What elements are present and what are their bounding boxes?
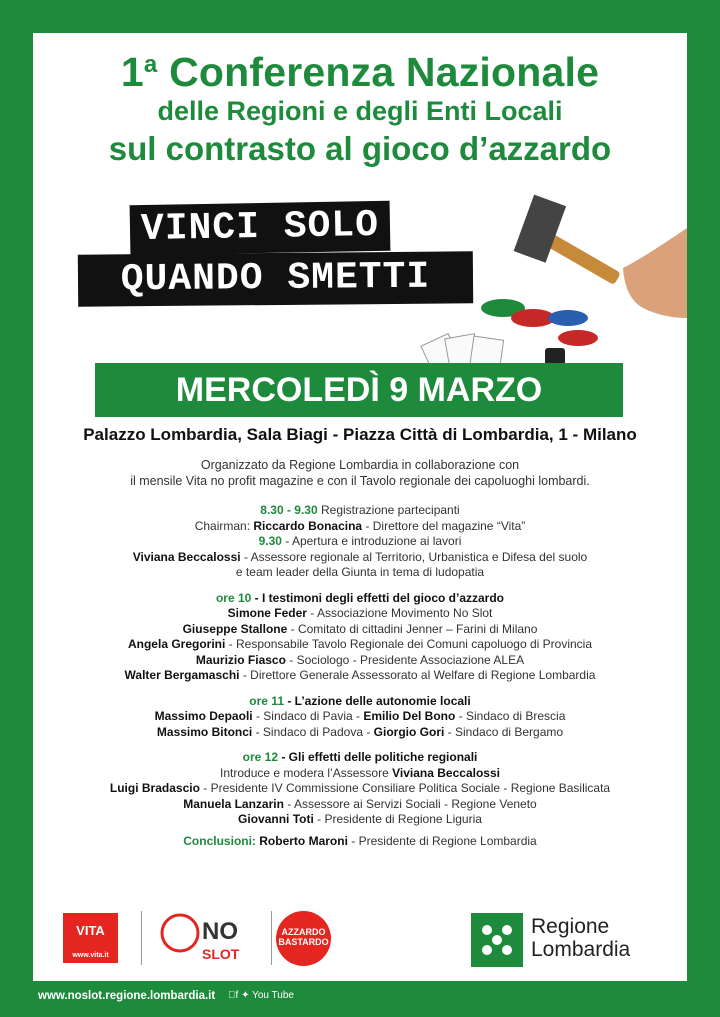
speaker-name: Giuseppe Stallone [182,621,288,636]
azzardo-bastardo-logo [276,911,331,966]
program-line [33,797,687,813]
twitter-icon[interactable]: ✦ [233,990,242,1001]
time-label: ore 11 [249,693,284,708]
program-line [33,550,687,566]
speaker-name: Giorgio Gori [373,724,445,739]
speaker-role: - Associazione Movimento No Slot [306,606,493,620]
speaker-role: - Assessore regionale al Territorio, Urbanistica e Difesa del suolo [240,549,588,564]
program-line [33,637,687,653]
title-line3: sul contrasto al gioco d’azzardo [108,130,612,167]
title-line1-text: Conferenza Nazionale [169,49,600,95]
speaker-role: - Responsabile Tavolo Regionale dei Comuni capoluogo di Provincia [225,637,593,651]
speaker-name: Simone Feder [227,606,307,620]
program-line [33,781,687,797]
logo-divider [141,911,142,965]
website-link[interactable]: www.noslot.regione.lombardia.it [38,990,216,1002]
moderator-label: Introduce e modera l’Assessore [220,765,393,780]
regione-lombardia-text [531,915,630,961]
speaker-name: Emilio Del Bono [363,709,456,723]
hammer-cards-illustration [393,168,687,388]
session-heading [33,750,687,766]
speaker-role: - Direttore del magazine “Vita” [362,518,526,533]
time-label: ore 10 [215,590,252,605]
azzardo-text: AZZARDO [281,927,326,937]
bastardo-text: BASTARDO [278,937,329,947]
intro-text [73,457,647,489]
speaker-role: - Sindaco di Bergamo [444,724,564,739]
program-line [33,519,687,535]
slogan-line2: QUANDO SMETTI [78,251,473,306]
chip-icon [548,310,588,326]
event-venue: Palazzo Lombardia, Sala Biagi - Piazza Città di Lombardia, 1 - Milano [83,425,637,444]
sponsor-logos [33,903,687,973]
social-icons [228,990,294,1001]
program-line [33,812,687,828]
chip-icon [558,330,598,346]
program-line [33,766,687,782]
noslot-logo [158,909,268,967]
session-heading [33,694,687,710]
conclusion-line [33,834,687,850]
noslot-slot-text: SLOT [202,946,240,962]
title-line2: delle Regioni e degli Enti Locali [157,96,563,126]
speaker-name: Maurizio Fiasco [195,652,286,667]
speaker-role: - Assessore ai Servizi Sociali - Regione Veneto [283,796,537,811]
noslot-face-icon [162,915,198,951]
youtube-icon[interactable]: You Tube [244,990,287,1001]
speaker-name: Viviana Beccalossi [132,549,241,564]
program-line [33,606,687,622]
regione-text: Regione [531,915,610,938]
program-line [33,622,687,638]
session-title: - L’azione delle autonomie locali [284,693,471,708]
speaker-name: Massimo Bitonci [156,724,253,739]
speaker-role: - Sindaco di Padova - [252,724,374,739]
intro-line1: Organizzato da Regione Lombardia in collaborazione con [200,458,520,472]
poster-sheet [33,33,687,981]
title-ordinal-suffix: a [143,51,158,78]
event-date: MERCOLEDÌ 9 MARZO [95,363,623,417]
vita-logo-text: VITA [76,923,105,938]
program-line [33,668,687,684]
speaker-name: Luigi Bradascio [109,781,200,795]
speaker-role: - Comitato di cittadini Jenner – Farini di Milano [287,621,538,636]
lombardia-text: Lombardia [531,938,631,961]
title-ordinal: 1 [120,49,144,95]
regione-lombardia-logo [471,913,681,969]
program-line [33,503,687,519]
session-desc: Registrazione partecipanti [317,503,460,517]
speaker-role: - Presidente di Regione Liguria [313,812,482,826]
speaker-name: Massimo Depaoli [154,709,253,723]
speaker-role: - Presidente di Regione Lombardia [347,833,537,848]
session-heading [33,591,687,607]
speaker-name: Viviana Beccalossi [392,765,500,780]
speaker-name: Giovanni Toti [238,812,314,826]
program [33,503,687,849]
session-title: - Gli effetti delle politiche regionali [278,750,478,764]
time-label: 8.30 - 9.30 [260,503,318,517]
speaker-name: Angela Gregorini [127,637,226,651]
title-line1 [33,49,687,96]
speaker-name: Roberto Maroni [259,833,348,848]
session-desc: - Apertura e introduzione ai lavori [281,534,462,548]
speaker-role: - Sindaco di Pavia - [252,709,364,723]
session-title: - I testimoni degli effetti del gioco d’azzardo [251,590,505,605]
chair-label: Chairman: [194,518,254,533]
logo-divider [271,911,272,965]
facebook-icon[interactable]: f [228,990,231,1001]
speaker-name: Riccardo Bonacina [253,518,363,533]
speaker-name: Manuela Lanzarin [183,796,284,811]
program-line [33,709,687,725]
program-line [33,653,687,669]
speaker-role: - Sociologo - Presidente Associazione ALEA [285,652,525,667]
program-line [33,725,687,741]
noslot-no-text: NO [202,918,238,945]
speaker-name: Walter Bergamaschi [124,668,240,682]
hand-icon [623,228,687,318]
intro-line2: il mensile Vita no profit magazine e con il Tavolo regionale dei capoluoghi lombardi. [130,474,590,488]
vita-url: www.vita.it [72,952,109,959]
slogan-line1: VINCI SOLO [130,201,391,256]
time-label: 9.30 [258,534,282,548]
vita-logo [63,913,118,963]
regione-lombardia-emblem-icon [471,913,523,967]
program-line: e team leader della Giunta in tema di ludopatia [235,565,485,579]
speaker-role: - Presidente IV Commissione Consiliare Politica Sociale - Regione Basilicata [199,781,611,795]
speaker-role: - Sindaco di Brescia [455,709,566,723]
program-line [33,534,687,550]
conclusion-label: Conclusioni: [183,833,260,848]
speaker-role: - Direttore Generale Assessorato al Welfare di Regione Lombardia [239,668,596,682]
time-label: ore 12 [242,750,278,764]
